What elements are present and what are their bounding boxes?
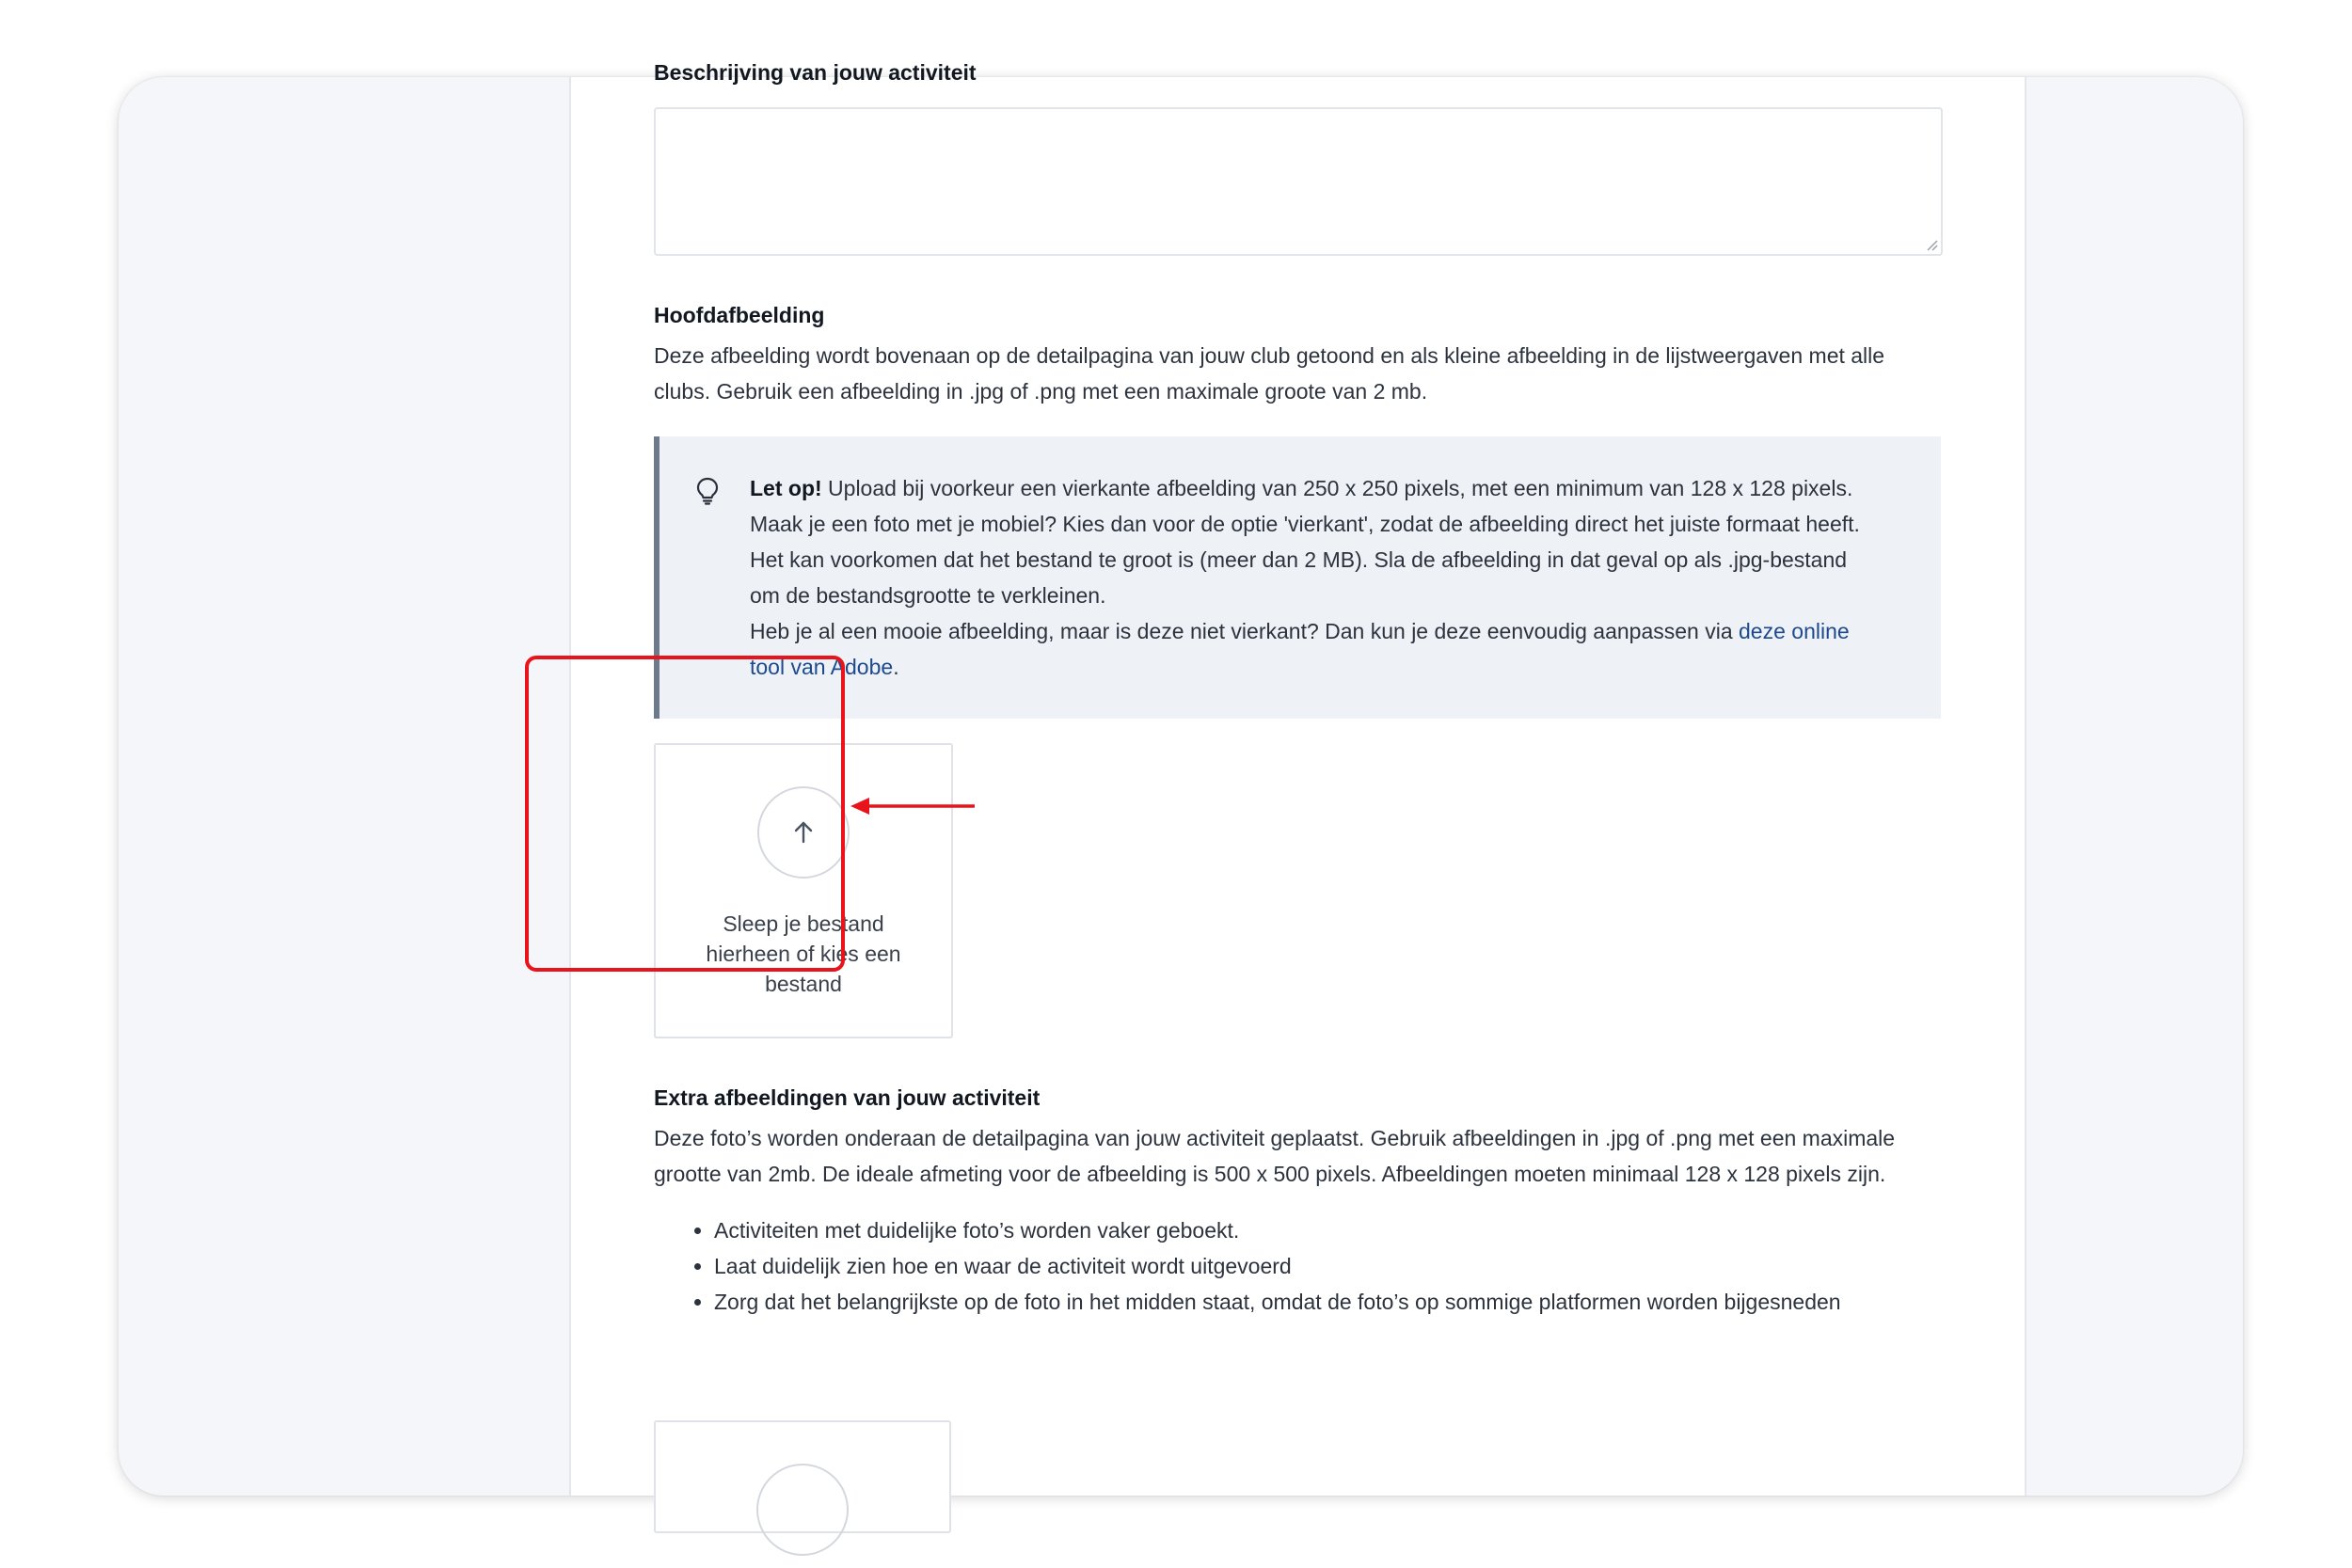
upload-line-2: hierheen of kies een xyxy=(706,942,901,966)
main-image-label: Hoofdafbeelding xyxy=(654,303,825,327)
notice-text xyxy=(750,470,1869,685)
extra-images-description: Deze foto’s worden onderaan de detailpagina van jouw activiteit geplaatst. Gebruik afbeeldingen in .jpg of .png met een maximale grootte van 2mb. De ideale afmeting voor de afbeelding is 500 x 500 pixels. Afbeeldingen moeten minimaal 128 x 128 pixels zijn. xyxy=(654,1126,1896,1186)
upload-line-3: bestand xyxy=(765,972,842,996)
notice-bold: Let op! xyxy=(750,476,822,500)
notice-body-2: Heb je al een mooie afbeelding, maar is deze niet vierkant? Dan kun je deze eenvoudig aanpassen via xyxy=(750,619,1740,643)
list-item: • Activiteiten met duidelijke foto’s worden vaker geboekt. xyxy=(714,1212,1941,1248)
list-item: • Zorg dat het belangrijkste op de foto in het midden staat, omdat de foto’s op sommige platformen worden bijgesneden xyxy=(714,1284,1941,1320)
main-image-section xyxy=(654,303,1941,409)
extra-images-section xyxy=(654,1085,1941,1320)
lightbulb-icon xyxy=(695,477,720,505)
description-textarea[interactable] xyxy=(654,107,1943,256)
annotation-arrow-icon xyxy=(850,796,977,816)
highlight-annotation-box xyxy=(525,656,845,972)
notice-period: . xyxy=(893,655,899,679)
adobe-tool-link[interactable]: deze online tool van Adobe xyxy=(750,619,1850,679)
extra-images-dropzone[interactable] xyxy=(654,1420,951,1533)
tips-list xyxy=(654,1212,1941,1320)
screenshot-frame xyxy=(119,60,2243,1496)
upload-line-1: Sleep je bestand xyxy=(723,911,884,936)
list-item: • Laat duidelijk zien hoe en waar de activiteit wordt uitgevoerd xyxy=(714,1248,1941,1284)
main-image-description: Deze afbeelding wordt bovenaan op de detailpagina van jouw club getoond en als kleine afbeelding in de lijstweergaven met alle clubs. Gebruik een afbeelding in .jpg of .png met een maximale groote van 2 mb. xyxy=(654,343,1885,404)
resize-handle-icon[interactable] xyxy=(1927,240,1938,251)
upload-button-extra[interactable] xyxy=(756,1464,849,1556)
extra-images-label: Extra afbeeldingen van jouw activiteit xyxy=(654,1085,1041,1110)
notice-body: Upload bij voorkeur een vierkante afbeelding van 250 x 250 pixels, met een minimum van 128 x 128 pixels. Maak je een foto met je mobiel? Kies dan voor de optie 'vierkant', zodat de afbeelding direct het juiste formaat heeft. Het kan voorkomen dat het bestand te groot is (meer dan 2 MB). Sla de afbeelding in dat geval op als .jpg-bestand om de bestandsgrootte te verkleinen. xyxy=(750,476,1860,608)
notice-box xyxy=(654,436,1941,719)
description-label: Beschrijving van jouw activiteit xyxy=(654,60,977,85)
